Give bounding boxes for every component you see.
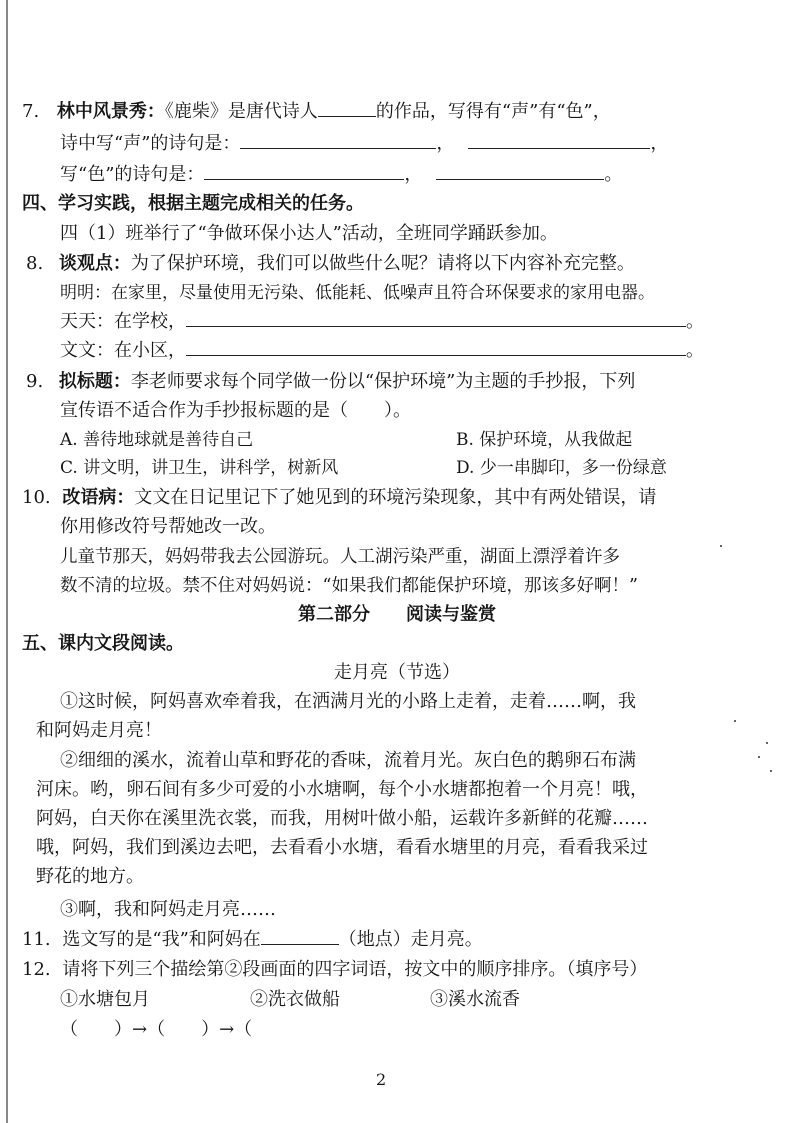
- passage-title: 走月亮（节选）: [334, 662, 460, 683]
- passage-p2-line3: 阿妈，白天你在溪里洗衣裳，而我，用树叶做小船，运载许多新鲜的花瓣……: [36, 808, 648, 829]
- q9-option-b[interactable]: B. 保护环境，从我做起: [456, 430, 633, 450]
- q10-passage-line1: 儿童节那天，妈妈带我去公园游玩。人工湖污染严重，湖面上漂浮着许多: [60, 547, 620, 567]
- q10-line2: 你用修改符号帮她改一改。: [60, 516, 276, 537]
- q11-place-blank[interactable]: [261, 928, 339, 945]
- q10-title: 改语病：: [62, 487, 135, 508]
- q9-option-a[interactable]: A. 善待地球就是善待自己: [60, 430, 254, 450]
- section4-intro: 四（1）班举行了“争做环保小达人”活动，全班同学踊跃参加。: [60, 223, 558, 244]
- q8-line1: 8. 谈观点：为了保护环境，我们可以做些什么呢？请将以下内容补充完整。: [26, 253, 635, 274]
- q8-ming: 明明：在家里，尽量使用无污染、低能耗、低噪声且符合环保要求的家用电器。: [60, 283, 655, 303]
- q7-line2: 诗中写“声”的诗句是： ， ，: [60, 133, 669, 154]
- q8-wen: 文文：在小区， 。: [60, 340, 704, 361]
- q12-option-1: ①水塘包月: [60, 989, 150, 1010]
- q8-title: 谈观点：: [58, 253, 131, 274]
- part2-heading: 第二部分 阅读与鉴赏: [298, 604, 496, 625]
- q12-option-2: ②洗衣做船: [250, 989, 340, 1010]
- q8-tian: 天天：在学校， 。: [60, 311, 704, 332]
- scan-speck: [734, 720, 736, 722]
- q10-line1: 10. 改语病：文文在日记里记下了她见到的环境污染现象，其中有两处错误，请: [22, 487, 657, 508]
- q9-line1: 9. 拟标题：李老师要求每个同学做一份以“保护环境”为主题的手抄报，下列: [26, 371, 636, 392]
- q9-title: 拟标题：: [58, 371, 131, 392]
- q7-line1: 7. 林中风景秀：《鹿柴》是唐代诗人 的作品，写得有“声”有“色”，: [22, 101, 611, 122]
- q12-answer-line[interactable]: （ ）→（ ）→（: [60, 1019, 253, 1040]
- passage-p2-line5: 野花的地方。: [36, 866, 144, 887]
- passage-p2-line1: ②细细的溪水，流着山草和野花的香味，流着月光。灰白色的鹅卵石布满: [60, 750, 636, 771]
- q9-option-c[interactable]: C. 讲文明，讲卫生，讲科学，树新风: [60, 458, 339, 478]
- q9-line2: 宣传语不适合作为手抄报标题的是（ ）。: [60, 400, 411, 421]
- scan-speck: [720, 545, 722, 547]
- q7-title: 林中风景秀：: [56, 101, 165, 122]
- q7-sound-blank-2[interactable]: [468, 132, 650, 149]
- q7-color-blank-1[interactable]: [204, 163, 404, 180]
- q7-sound-blank-1[interactable]: [240, 132, 436, 149]
- q9-option-d[interactable]: D. 少一串脚印，多一份绿意: [456, 458, 667, 478]
- q10-passage-line2: 数不清的垃圾。禁不住对妈妈说：“如果我们都能保护环境，那该多好啊！”: [60, 576, 638, 596]
- page-number: 2: [376, 1070, 387, 1089]
- passage-p3: ③啊，我和阿妈走月亮……: [60, 899, 276, 920]
- passage-p1-line2: 和阿妈走月亮！: [36, 720, 162, 741]
- q8-tian-blank[interactable]: [186, 310, 686, 327]
- q7-color-blank-2[interactable]: [436, 163, 604, 180]
- q8-wen-blank[interactable]: [186, 339, 686, 356]
- page-edge-shadow: [6, 0, 8, 1123]
- q12-option-3: ③溪水流香: [430, 989, 520, 1010]
- q7-poet-blank[interactable]: [318, 100, 376, 117]
- passage-p2-line4: 哦，阿妈，我们到溪边去吧，去看看小水塘，看看水塘里的月亮，看看我采过: [36, 837, 648, 858]
- scan-speck: [758, 756, 760, 758]
- scan-speck: [766, 742, 768, 744]
- q11-line: 11. 选文写的是“我”和阿妈在 （地点）走月亮。: [22, 929, 483, 950]
- passage-p1-line1: ①这时候，阿妈喜欢牵着我，在洒满月光的小路上走着，走着……啊，我: [60, 691, 636, 712]
- section4-heading: 四、学习实践，根据主题完成相关的任务。: [22, 193, 364, 214]
- scan-speck: [770, 770, 772, 772]
- section5-heading: 五、课内文段阅读。: [22, 633, 184, 654]
- q7-line3: 写“色”的诗句是： ， 。: [60, 164, 623, 185]
- passage-p2-line2: 河床。哟，卵石间有多少可爱的小水塘啊，每个小水塘都抱着一个月亮！哦，: [36, 779, 648, 800]
- q12-line: 12. 请将下列三个描绘第②段画面的四字词语，按文中的顺序排序。（填序号）: [22, 959, 648, 980]
